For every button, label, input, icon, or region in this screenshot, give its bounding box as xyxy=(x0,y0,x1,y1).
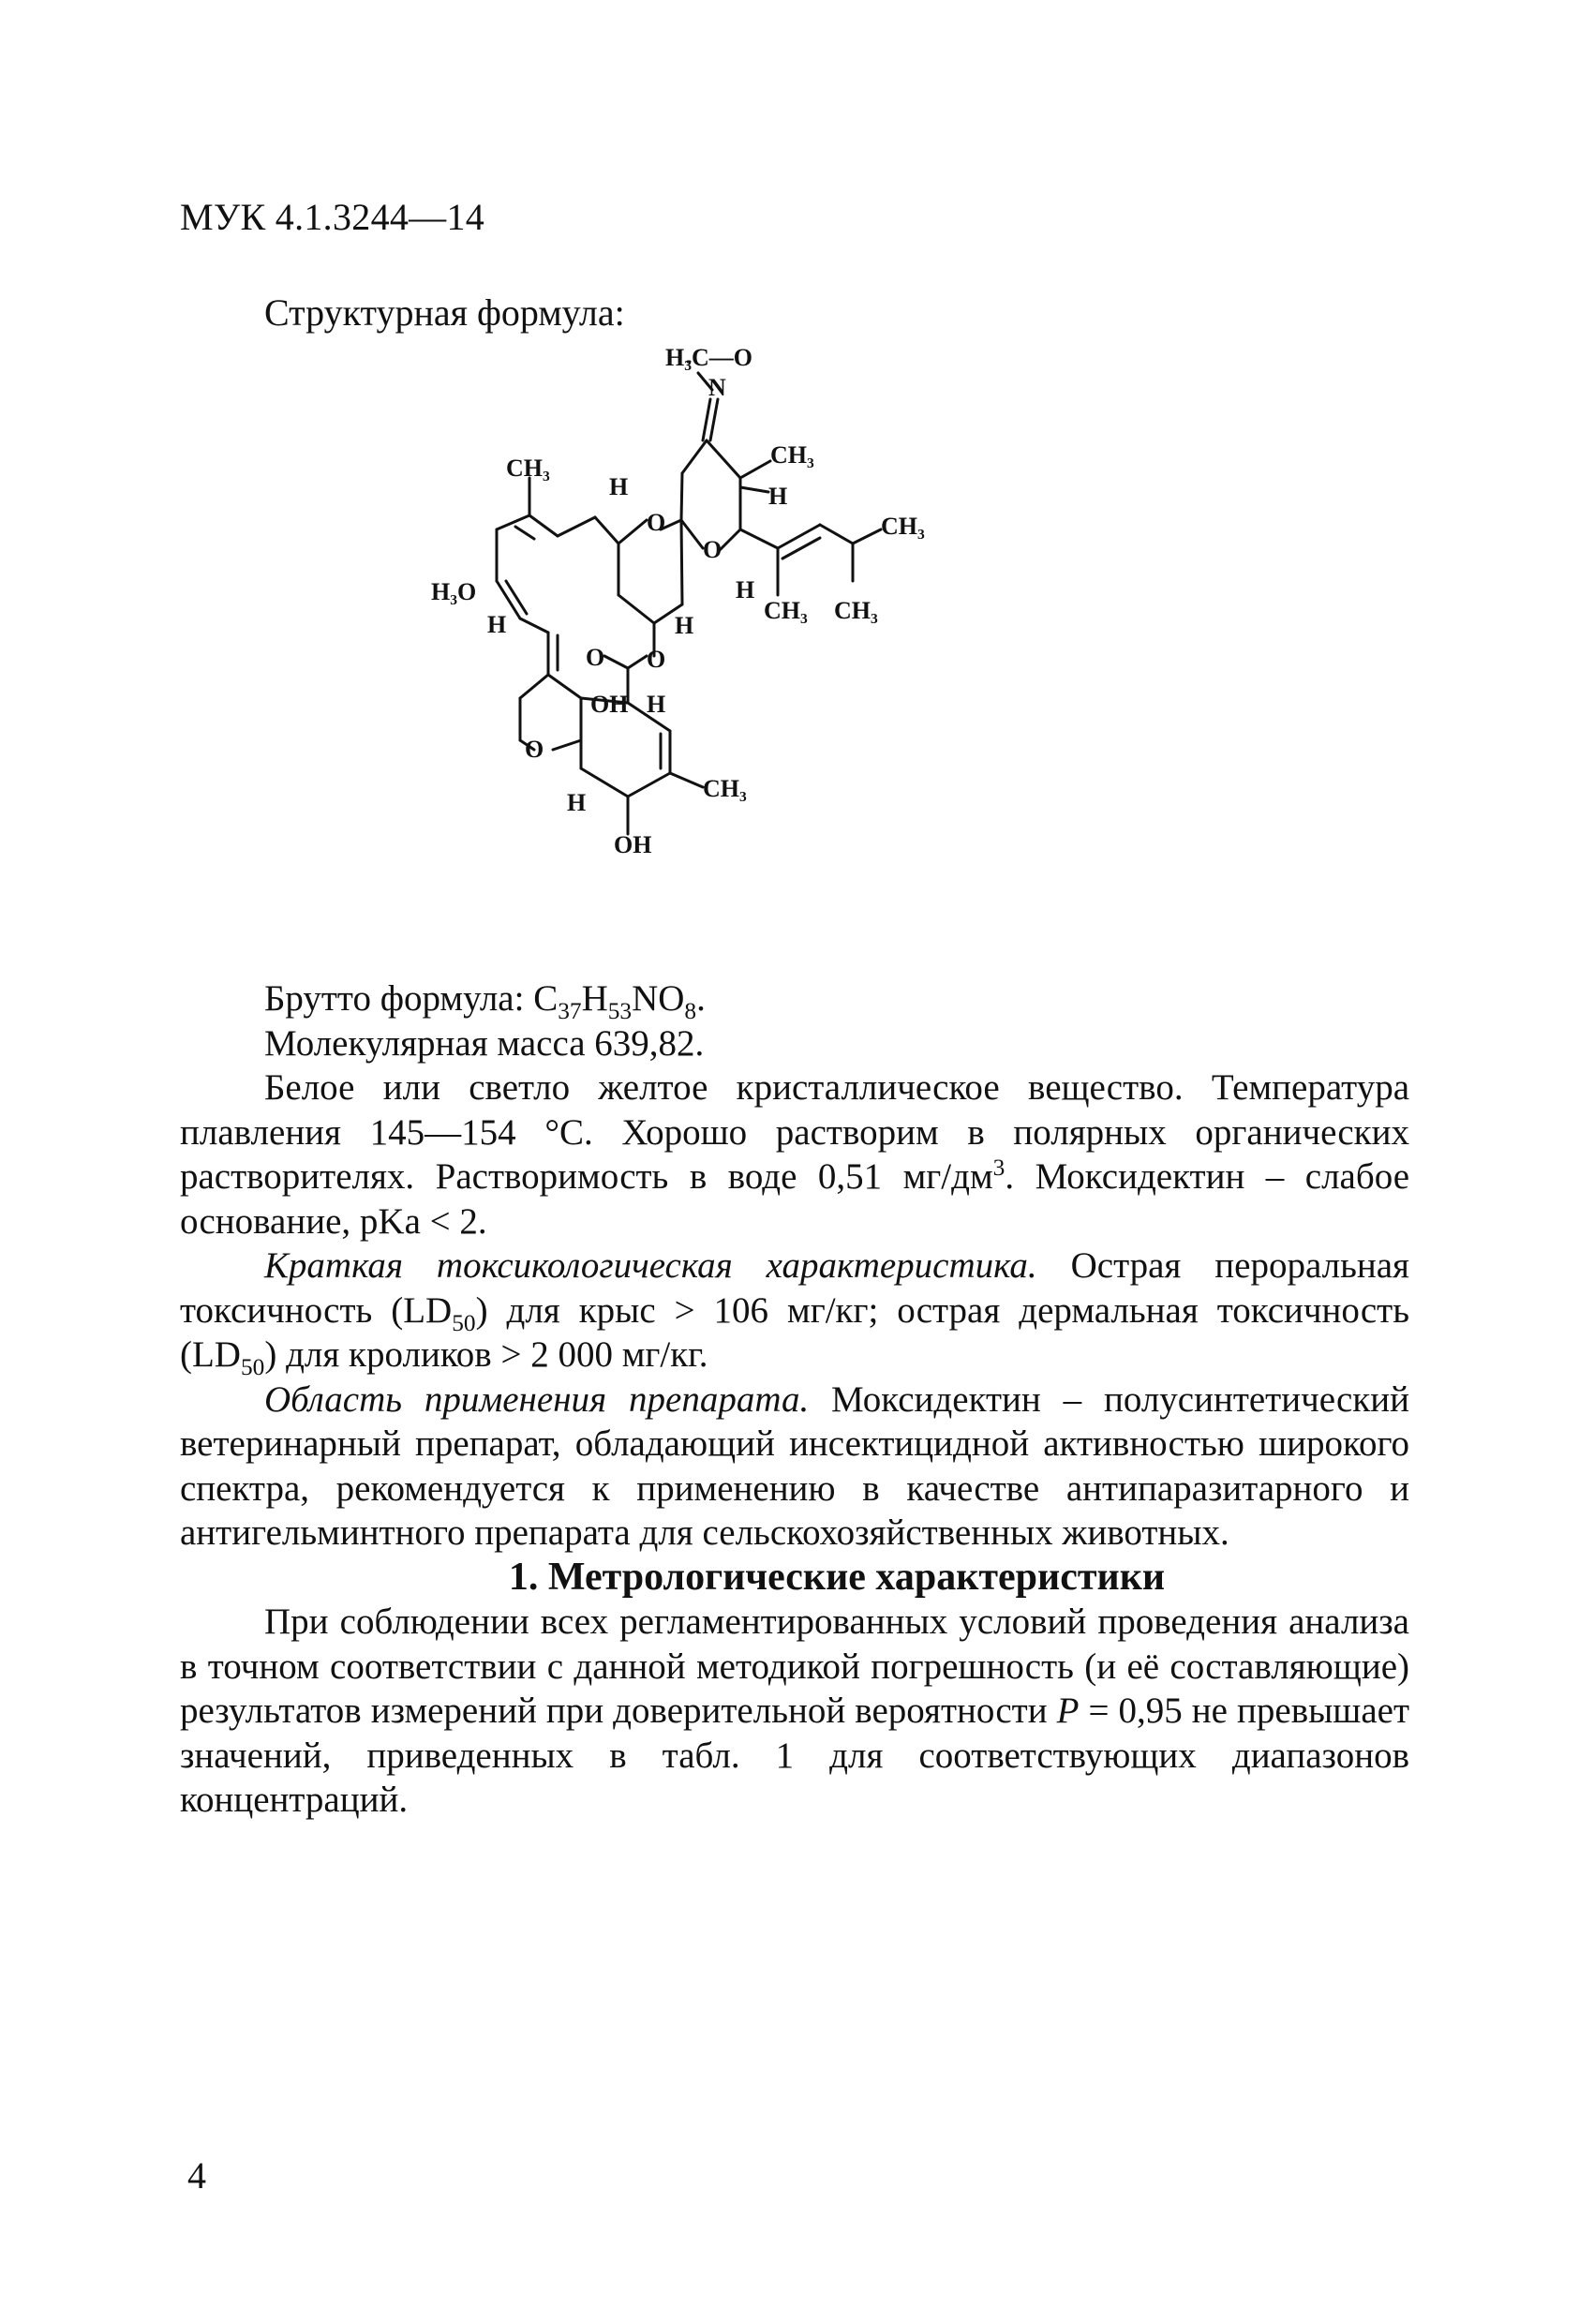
metrology-text-2: = 0,95 не превышает значений, приведенных в табл. 1 для соответствующих диапазонов концентраций. xyxy=(180,1691,1410,1820)
structural-formula xyxy=(412,347,1199,965)
formula-label-oh-lower: OH xyxy=(614,831,652,858)
metrology-text-1: При соблюдении всех регламентированных условий проведения анализа в точном соответствии с данной методикой погрешность (и её составляющие) результатов измерений при доверительной вероятности xyxy=(180,1601,1409,1731)
section-title: 1. Метрологические характеристики xyxy=(508,1555,1166,1599)
toxicology-sub-1: 50 xyxy=(452,1309,476,1336)
formula-label-h3o: H₃O xyxy=(431,578,477,605)
formula-label-h-mid2: H xyxy=(647,691,666,718)
formula-label-o-ring2: O xyxy=(703,536,723,563)
formula-label-h3co: H₃C—O xyxy=(665,347,753,371)
gross-formula-label: Брутто формула: C xyxy=(264,978,559,1019)
page-number: 4 xyxy=(187,2154,206,2197)
formula-label-h-top: H xyxy=(609,473,629,500)
description-text-2: . Моксидектин – слабое основание, pKa < 2. xyxy=(180,1156,1409,1242)
metrology-paragraph xyxy=(180,1600,1409,1823)
toxicology-text-2: ) для крыс > 106 мг/кг; острая дермальная токсичность (LD xyxy=(180,1289,1409,1375)
formula-label-ch3-top-right: CH₃ xyxy=(770,441,814,469)
metrology-p: P xyxy=(1056,1691,1080,1731)
formula-label-o-furan: O xyxy=(525,736,544,763)
formula-label-ch3-bottom-2: CH₃ xyxy=(834,597,878,624)
toxicology-title: Краткая токсикологическая характеристика. xyxy=(264,1245,1037,1286)
formula-label-o-carbonyl: O xyxy=(586,644,605,671)
document-header: МУК 4.1.3244—14 xyxy=(180,196,485,238)
description-sup: 3 xyxy=(992,1155,1006,1181)
description-paragraph xyxy=(180,1065,1409,1244)
toxicology-text-1: Острая пероральная токсичность (LD xyxy=(180,1245,1409,1331)
formula-label-ch3-lower: CH₃ xyxy=(703,775,747,802)
usage-paragraph xyxy=(180,1378,1409,1556)
formula-label-h-right: H xyxy=(768,483,788,510)
formula-label-o-ring1: O xyxy=(647,509,666,536)
gross-formula-line xyxy=(180,976,1409,1024)
gross-formula-h: H xyxy=(581,978,608,1019)
document-body xyxy=(180,976,1409,1823)
gross-formula-sub-o: 8 xyxy=(684,997,697,1024)
formula-label-h-left: H xyxy=(487,611,507,638)
gross-formula-sub-c: 37 xyxy=(558,997,582,1024)
toxicology-paragraph xyxy=(180,1244,1409,1378)
structure-label: Структурная формула: xyxy=(264,291,625,334)
formula-label-h-lower: H xyxy=(567,789,587,816)
formula-label-ch3-bottom-1: CH₃ xyxy=(764,597,808,624)
usage-text: Моксидектин – полусинтетический ветеринарный препарат, обладающий инсектицидной активностью широкого спектра, рекомендуется к применению в качестве антипаразитарного и антигельминтного препарата для сельскохозяйственных животных. xyxy=(180,1378,1409,1553)
toxicology-text-3: ) для кроликов > 2 000 мг/кг. xyxy=(264,1334,708,1375)
formula-label-h-bottom-right: H xyxy=(736,576,755,603)
usage-title: Область применения препарата. xyxy=(264,1378,810,1420)
formula-label-n: N xyxy=(708,374,726,401)
formula-label-o-ester: O xyxy=(647,646,666,673)
structural-formula-drawing xyxy=(412,347,1199,965)
formula-label-h-mid: H xyxy=(675,612,694,639)
formula-label-ch3-top-left: CH₃ xyxy=(506,454,550,482)
description-text-1: Белое или светло желтое кристаллическое вещество. Температура плавления 145—154 °C. Хорошо растворим в полярных органических растворителях. Растворимость в воде 0,51 мг/дм xyxy=(180,1067,1409,1197)
formula-label-oh-mid: OH xyxy=(590,691,629,718)
gross-formula-end: . xyxy=(696,978,706,1019)
formula-label-ch3-far-right: CH₃ xyxy=(881,513,925,540)
gross-formula-no: NO xyxy=(632,978,685,1019)
gross-formula-sub-h: 53 xyxy=(607,997,633,1024)
molar-mass-line: Молекулярная масса 639,82. xyxy=(264,1022,705,1064)
toxicology-sub-2: 50 xyxy=(240,1353,265,1380)
